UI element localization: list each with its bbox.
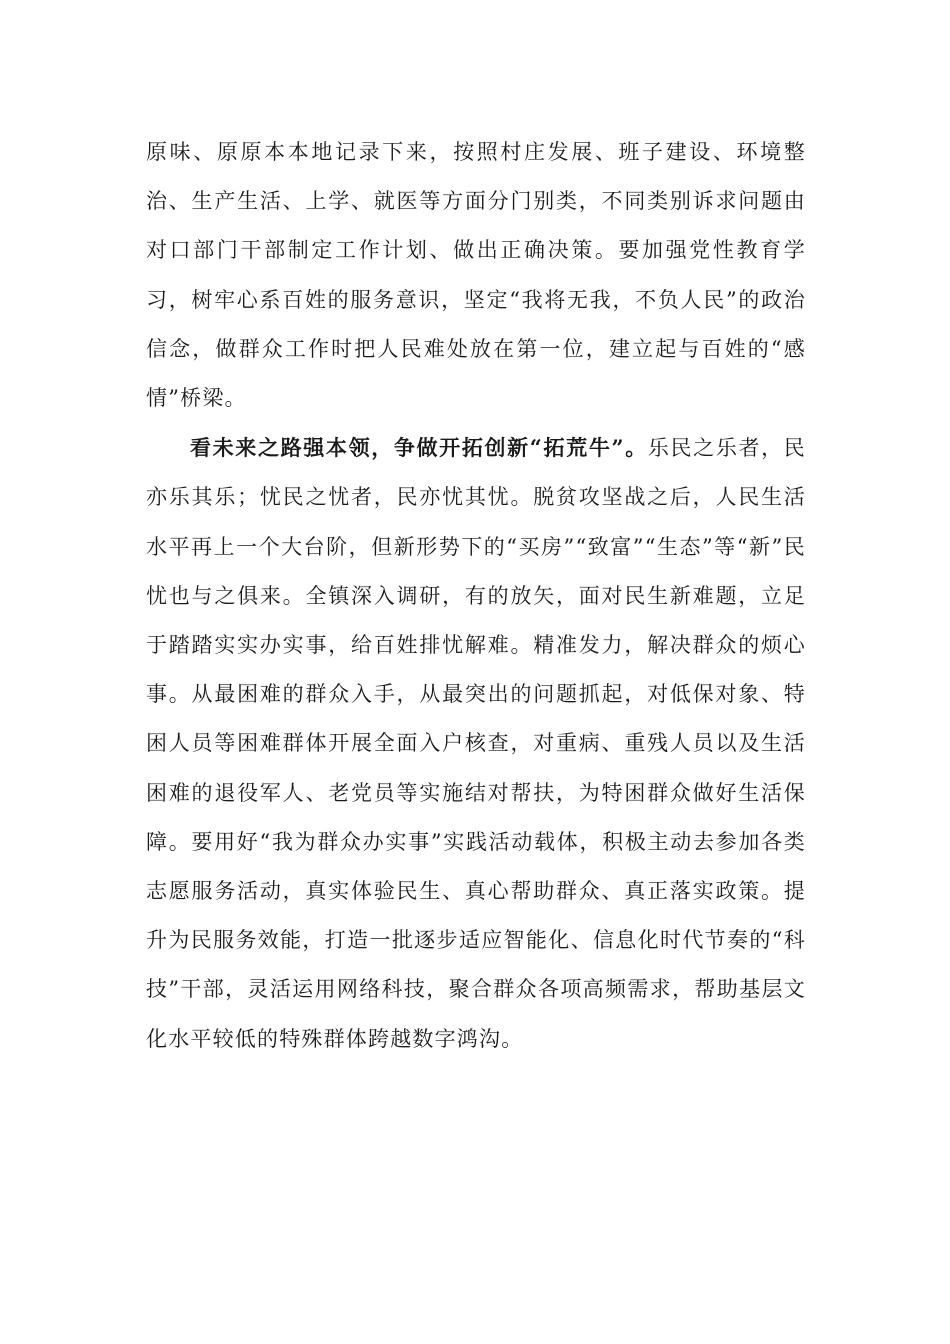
paragraph-2-text: 乐民之乐者，民亦乐其乐；忧民之忧者，民亦忧其忧。脱贫攻坚战之后，人民生活水平再上一个大台阶，但新形势下的“买房”“致富”“生态”等“新”民忧也与之俱来。全镇深入调研，有的放矢，面对民生新难题，立足于踏踏实实办实事，给百姓排忧解难。精准发力，解决群众的烦心事。从最困难的群众入手，从最突出的问题抓起，对低保对象、特困人员等困难群体开展全面入户核查，对重病、重残人员以及生活困难的退役军人、老党员等实施结对帮扶，为特困群众做好生活保障。要用好“我为群众办实事”实践活动载体，积极主动去参加各类志愿服务活动，真实体验民生、真心帮助群众、真正落实政策。提升为民服务效能，打造一批逐步适应智能化、信息化时代节奏的“科技”干部，灵活运用网络科技，聚合群众各项高频需求，帮助基层文化水平较低的特殊群体跨越数字鸿沟。 bbox=[146, 436, 806, 1051]
paragraph-1-text: 原味、原原本本地记录下来，按照村庄发展、班子建设、环境整治、生产生活、上学、就医等方面分门别类，不同类别诉求问题由对口部门干部制定工作计划、做出正确决策。要加强党性教育学习，树牢心系百姓的服务意识，坚定“我将无我，不负人民”的政治信念，做群众工作时把人民难处放在第一位，建立起与百姓的“感情”桥梁。 bbox=[146, 140, 806, 411]
document-body bbox=[146, 128, 806, 1064]
paragraph-2-heading: 看未来之路强本领，争做开拓创新“拓荒牛”。 bbox=[190, 435, 648, 461]
paragraph-2 bbox=[146, 423, 806, 1064]
paragraph-1 bbox=[146, 128, 806, 423]
